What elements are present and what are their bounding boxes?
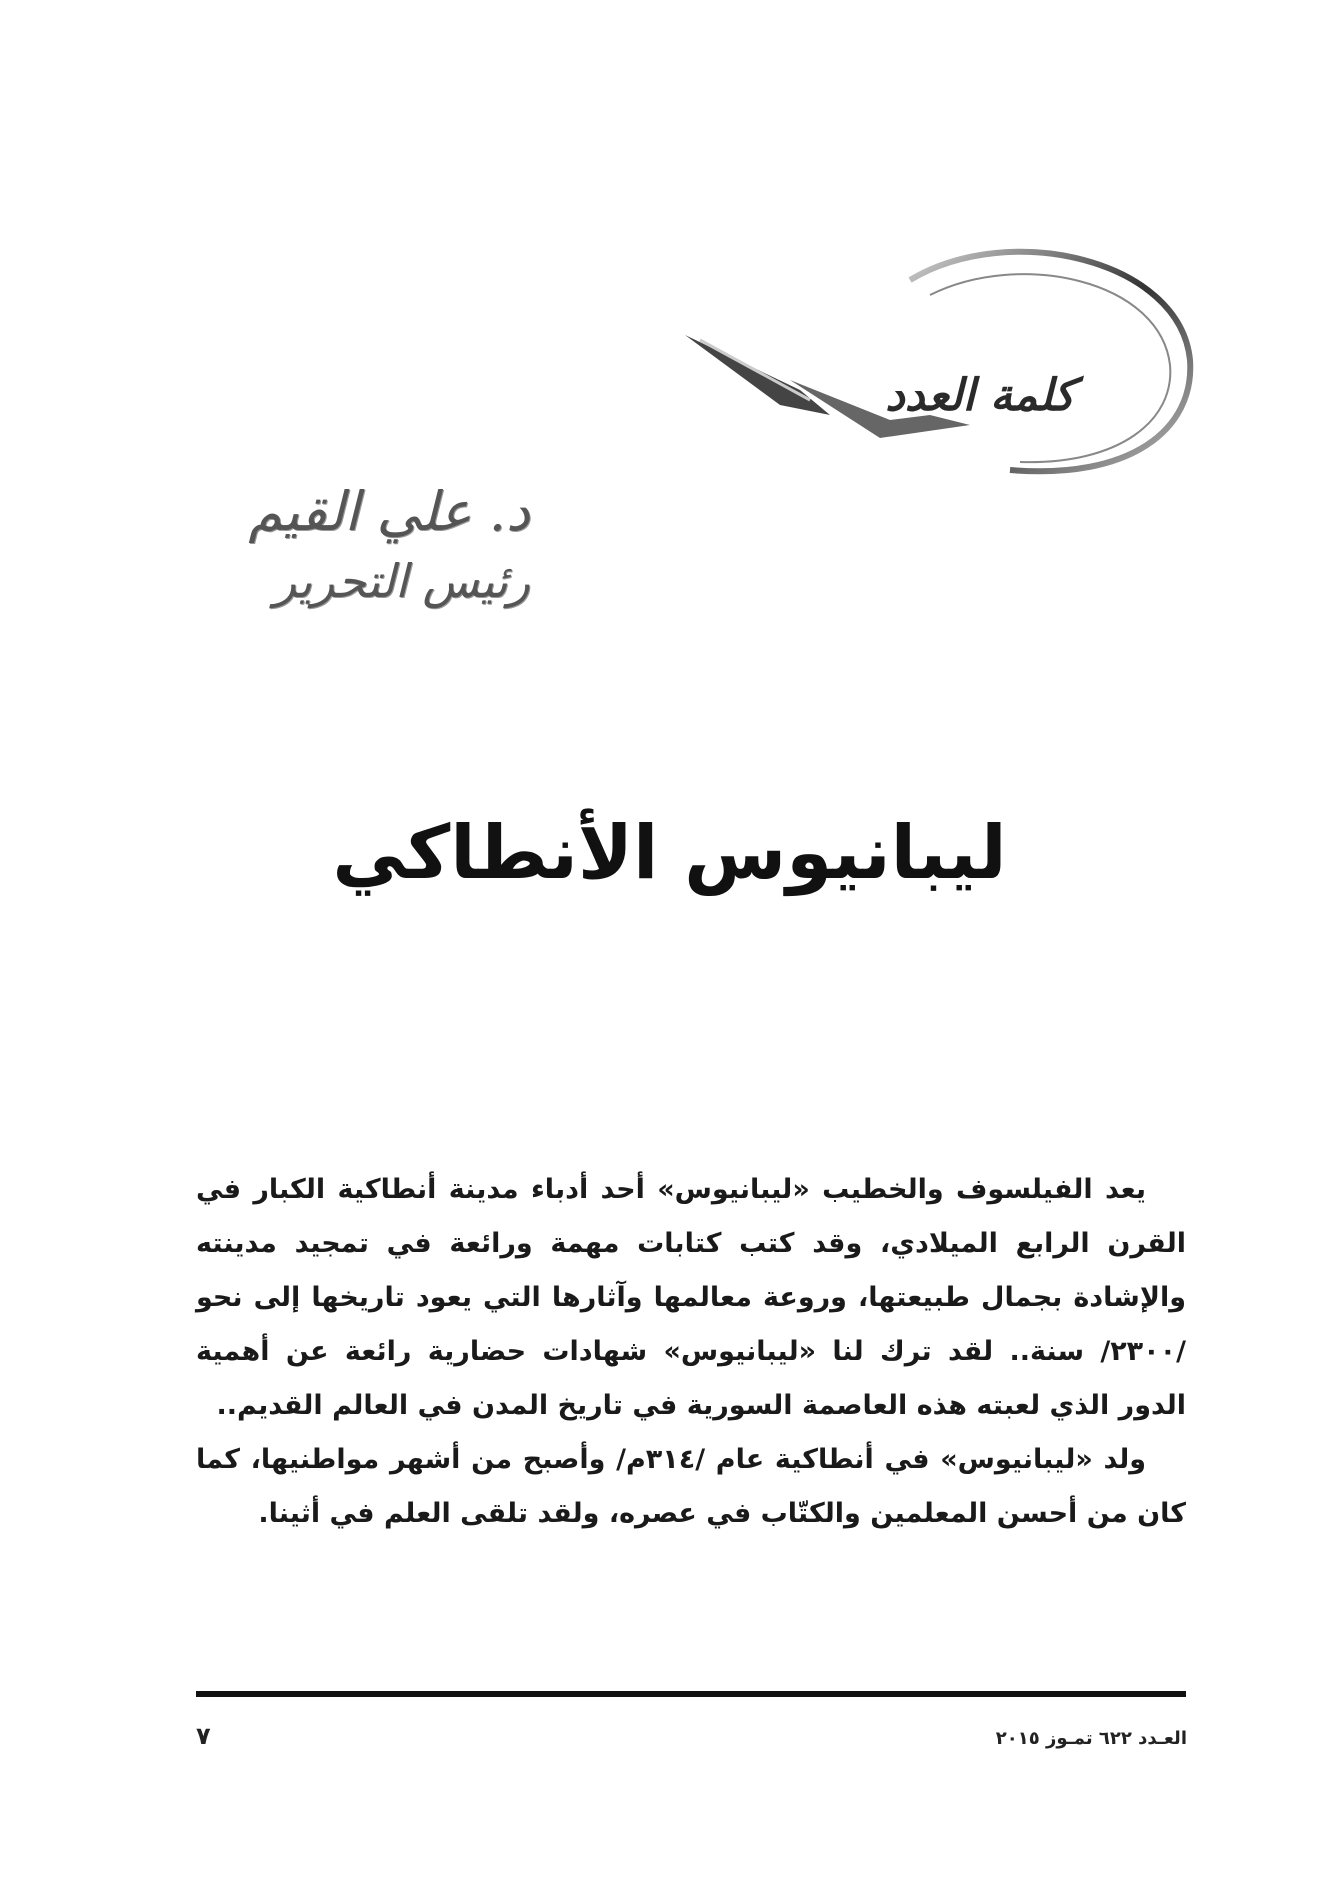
editor-signature <box>170 470 530 630</box>
paragraph: يعد الفيلسوف والخطيب «ليبانيوس» أحد أدباء مدينة أنطاكية الكبار في القرن الرابع الميلادي، وقد كتب كتابات مهمة ورائعة في تمجيد مدينته والإشادة بجمال طبيعتها، وروعة معالمها وآثارها التي يعود تاريخها إلى نحو /٢٣٠٠/ سنة.. لقد ترك لنا «ليبانيوس» شهادات حضارية رائعة عن أهمية الدور الذي لعبته هذه العاصمة السورية في تاريخ المدن في العالم القديم.. <box>196 1174 1186 1421</box>
issue-info: العـدد ٦٢٢ تمـوز ٢٠١٥ <box>995 1728 1187 1749</box>
column-logo <box>680 240 1200 500</box>
article-body <box>196 1163 1186 1541</box>
editor-role: رئيس التحرير <box>273 554 530 608</box>
footer-divider <box>196 1691 1186 1697</box>
paragraph: ولد «ليبانيوس» في أنطاكية عام /٣١٤م/ وأصبح من أشهر مواطنيها، كما كان من أحسن المعلمين والكتّاب في عصره، ولقد تلقى العلم في أثينا. <box>196 1444 1186 1529</box>
logo-text: كلمة العدد <box>885 370 1075 421</box>
page-number: ٧ <box>196 1722 211 1750</box>
article-title: ليبانيوس الأنطاكي <box>332 810 1007 896</box>
editor-name: د. علي القيم <box>248 480 530 543</box>
